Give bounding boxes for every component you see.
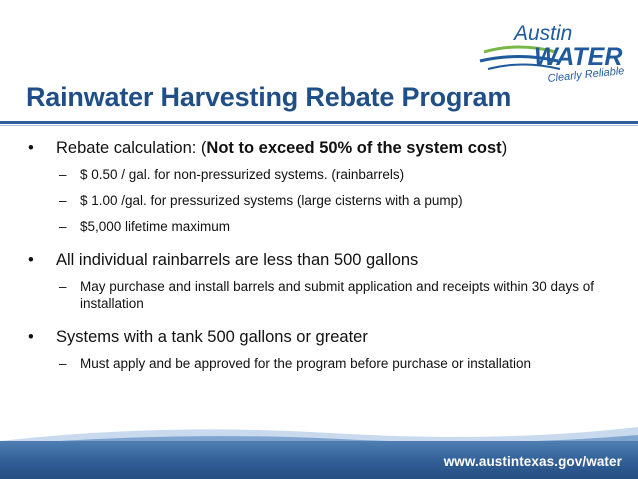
bullet-marker: • xyxy=(28,328,34,346)
bullet-text: Systems with a tank 500 gallons or greater xyxy=(56,328,368,346)
sub-item xyxy=(26,278,626,312)
bullet-text-prefix: Rebate calculation: ( xyxy=(56,139,207,157)
bullet-list xyxy=(26,138,626,381)
dash-marker: – xyxy=(59,193,67,208)
bullet-text-suffix: ) xyxy=(501,139,508,157)
logo-graphic xyxy=(478,16,628,88)
logo-line2: WATER xyxy=(534,43,623,71)
sub-item xyxy=(26,355,626,372)
footer-url-link[interactable]: www.austintexas.gov/water xyxy=(443,454,622,469)
sub-item-text: $ 0.50 / gal. for non-pressurized systems. (rainbarrels) xyxy=(80,167,405,182)
sub-item xyxy=(26,166,626,183)
sub-item-text: Must apply and be approved for the program before purchase or installation xyxy=(80,356,532,371)
bullet-rainbarrels xyxy=(26,250,626,270)
logo-tagline: Clearly Reliable xyxy=(547,64,625,85)
dash-marker: – xyxy=(59,219,67,234)
sub-item-text: $ 1.00 /gal. for pressurized systems (large cisterns with a pump) xyxy=(80,193,463,208)
slide-title: Rainwater Harvesting Rebate Program xyxy=(26,82,512,112)
sub-item xyxy=(26,218,626,235)
bullet-text: All individual rainbarrels are less than 500 gallons xyxy=(56,251,419,269)
dash-marker: – xyxy=(59,167,67,182)
sub-item-text: $5,000 lifetime maximum xyxy=(80,219,231,234)
bullet-text-bold: Not to exceed 50% of the system cost xyxy=(206,139,502,157)
footer-bar xyxy=(0,441,638,479)
bullet-marker: • xyxy=(28,139,34,157)
austin-water-logo xyxy=(478,16,628,88)
bullet-large-tanks xyxy=(26,327,626,347)
title-divider-light xyxy=(0,125,638,126)
bullet-marker: • xyxy=(28,251,34,269)
bullet-rebate-calculation xyxy=(26,138,626,158)
title-divider xyxy=(0,121,638,124)
logo-line1: Austin xyxy=(514,22,573,45)
sub-item-text: May purchase and install barrels and submit application and receipts within 30 days of installation xyxy=(80,279,595,311)
dash-marker: – xyxy=(59,279,67,294)
dash-marker: – xyxy=(59,356,67,371)
sub-item xyxy=(26,192,626,209)
